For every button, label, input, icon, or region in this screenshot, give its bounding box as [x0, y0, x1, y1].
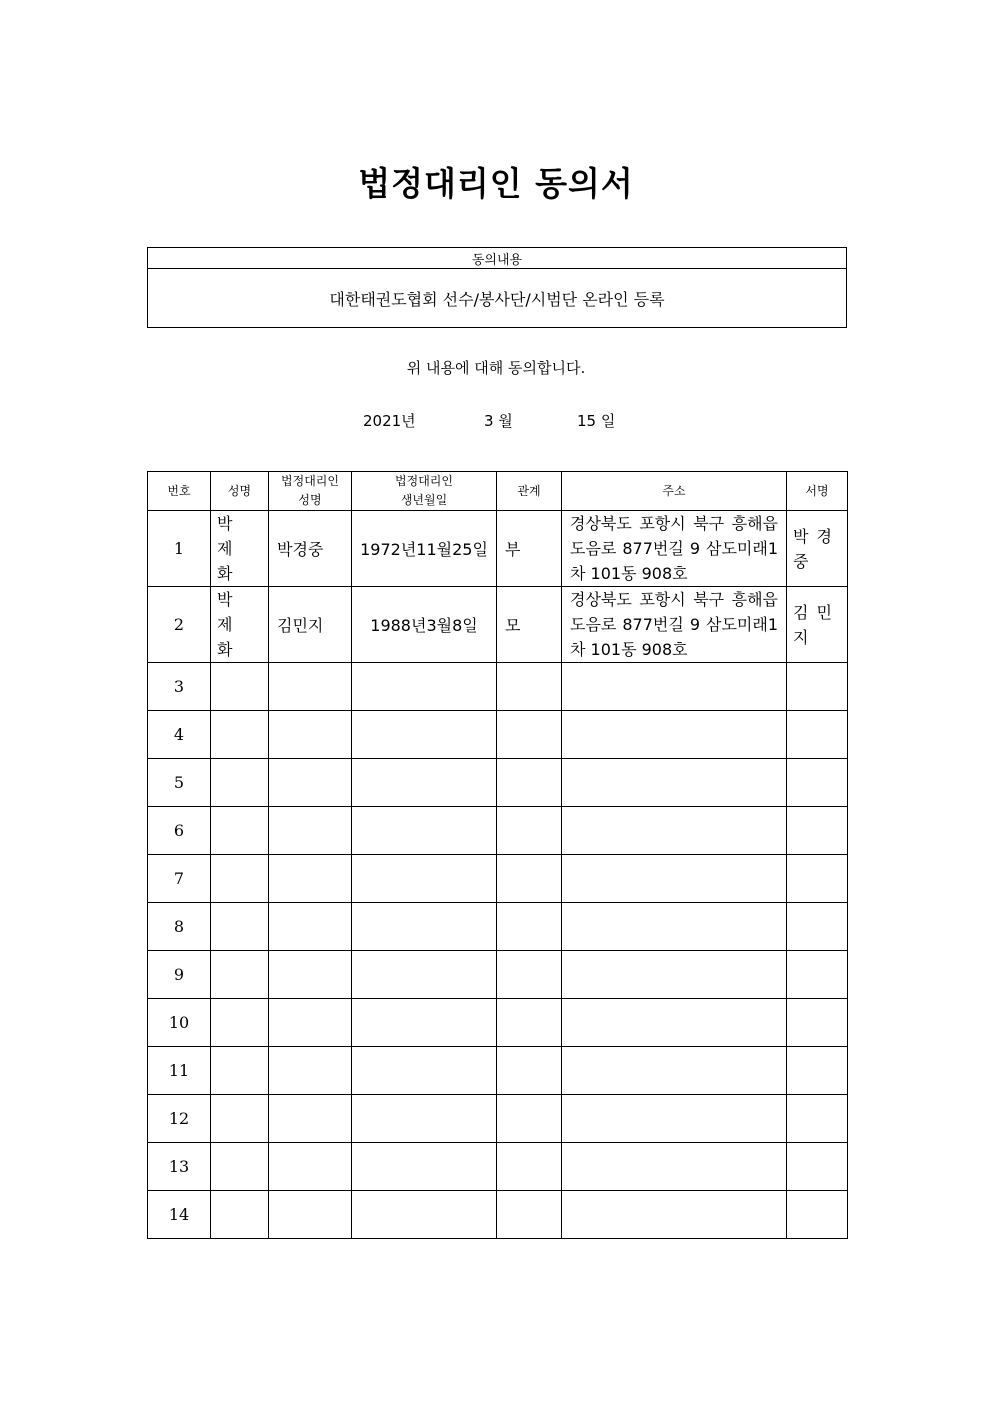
table-row [148, 807, 848, 855]
table-header-row [148, 472, 848, 511]
cell-signature [787, 1143, 848, 1191]
cell-rep-birth [352, 1047, 497, 1095]
table-row [148, 1143, 848, 1191]
cell-relation [497, 855, 562, 903]
header-num: 번호 [148, 472, 211, 511]
cell-rep-name: 김민지 [269, 587, 352, 663]
cell-relation [497, 759, 562, 807]
cell-rep-birth [352, 807, 497, 855]
cell-address [562, 951, 787, 999]
table-row [148, 1047, 848, 1095]
table-row [148, 1191, 848, 1239]
cell-name [211, 663, 269, 711]
header-rep-name-line2: 성명 [298, 493, 322, 507]
cell-num: 8 [148, 903, 211, 951]
cell-signature [787, 903, 848, 951]
cell-rep-birth [352, 903, 497, 951]
cell-rep-birth [352, 663, 497, 711]
cell-relation [497, 1095, 562, 1143]
cell-name [211, 1191, 269, 1239]
cell-rep-birth [352, 759, 497, 807]
header-rep-name [269, 472, 352, 511]
cell-rep-name [269, 1143, 352, 1191]
cell-rep-name [269, 1095, 352, 1143]
cell-rep-birth [352, 711, 497, 759]
agreement-text: 위 내용에 대해 동의합니다. [406, 359, 586, 377]
cell-name [211, 951, 269, 999]
cell-rep-birth [352, 1191, 497, 1239]
cell-rep-name [269, 663, 352, 711]
cell-address [562, 1191, 787, 1239]
cell-relation [497, 663, 562, 711]
date-month: 3 월 [484, 412, 513, 430]
cell-relation [497, 711, 562, 759]
table-row [148, 759, 848, 807]
cell-address [562, 759, 787, 807]
consent-box [147, 247, 847, 328]
cell-name [211, 759, 269, 807]
cell-rep-name [269, 1047, 352, 1095]
table-row [148, 711, 848, 759]
cell-num: 11 [148, 1047, 211, 1095]
registration-table [147, 471, 848, 1239]
cell-relation [497, 1191, 562, 1239]
cell-address [562, 855, 787, 903]
cell-name: 박제화 [211, 587, 269, 663]
cell-signature [787, 663, 848, 711]
table-row [148, 855, 848, 903]
cell-num: 9 [148, 951, 211, 999]
cell-relation: 부 [497, 511, 562, 587]
cell-relation [497, 951, 562, 999]
date-day: 15 일 [577, 412, 616, 430]
cell-rep-birth [352, 1143, 497, 1191]
cell-rep-birth [352, 999, 497, 1047]
cell-num: 3 [148, 663, 211, 711]
cell-num: 1 [148, 511, 211, 587]
cell-num: 5 [148, 759, 211, 807]
cell-num: 4 [148, 711, 211, 759]
cell-rep-name [269, 759, 352, 807]
cell-address [562, 711, 787, 759]
cell-signature [787, 1095, 848, 1143]
cell-rep-name [269, 903, 352, 951]
cell-rep-name: 박경중 [269, 511, 352, 587]
cell-signature [787, 759, 848, 807]
header-rep-birth-line1: 법정대리인 [395, 474, 453, 488]
cell-name [211, 999, 269, 1047]
cell-name [211, 1047, 269, 1095]
cell-address: 경상북도 포항시 북구 흥해읍 도음로 877번길 9 삼도미래1차 101동 908호 [562, 587, 787, 663]
cell-address [562, 999, 787, 1047]
header-rep-birth [352, 472, 497, 511]
table-row [148, 663, 848, 711]
header-name: 성명 [211, 472, 269, 511]
cell-relation [497, 807, 562, 855]
cell-name [211, 855, 269, 903]
header-rep-birth-line2: 생년월일 [400, 493, 448, 507]
cell-signature [787, 807, 848, 855]
header-signature: 서명 [787, 472, 848, 511]
cell-rep-name [269, 999, 352, 1047]
header-address: 주소 [562, 472, 787, 511]
table-row [148, 1095, 848, 1143]
cell-address [562, 1047, 787, 1095]
cell-num: 2 [148, 587, 211, 663]
cell-relation [497, 903, 562, 951]
cell-address [562, 807, 787, 855]
cell-rep-birth [352, 951, 497, 999]
cell-num: 12 [148, 1095, 211, 1143]
cell-address [562, 1095, 787, 1143]
date-year: 2021년 [363, 412, 416, 430]
cell-signature [787, 711, 848, 759]
consent-content: 대한태권도협회 선수/봉사단/시범단 온라인 등록 [148, 269, 847, 328]
cell-relation [497, 999, 562, 1047]
cell-num: 13 [148, 1143, 211, 1191]
cell-address [562, 903, 787, 951]
cell-signature [787, 1047, 848, 1095]
cell-relation [497, 1047, 562, 1095]
cell-address [562, 663, 787, 711]
cell-num: 6 [148, 807, 211, 855]
table-row [148, 511, 848, 587]
cell-relation: 모 [497, 587, 562, 663]
cell-signature [787, 951, 848, 999]
cell-name: 박제화 [211, 511, 269, 587]
cell-signature [787, 855, 848, 903]
table-row [148, 903, 848, 951]
cell-num: 14 [148, 1191, 211, 1239]
cell-rep-name [269, 951, 352, 999]
header-relation: 관계 [497, 472, 562, 511]
cell-rep-birth [352, 1095, 497, 1143]
document-title: 법정대리인 동의서 [358, 164, 634, 203]
cell-address: 경상북도 포항시 북구 흥해읍 도음로 877번길 9 삼도미래1차 101동 908호 [562, 511, 787, 587]
cell-signature [787, 1191, 848, 1239]
table-row [148, 999, 848, 1047]
header-rep-name-line1: 법정대리인 [281, 474, 339, 488]
cell-rep-name [269, 1191, 352, 1239]
cell-signature: 박경중 [787, 511, 848, 587]
cell-num: 10 [148, 999, 211, 1047]
cell-name [211, 1143, 269, 1191]
cell-name [211, 1095, 269, 1143]
cell-signature: 김민지 [787, 587, 848, 663]
cell-name [211, 711, 269, 759]
cell-name [211, 903, 269, 951]
cell-rep-birth [352, 855, 497, 903]
table-row [148, 951, 848, 999]
cell-address [562, 1143, 787, 1191]
cell-rep-name [269, 711, 352, 759]
cell-rep-birth: 1972년11월25일 [352, 511, 497, 587]
cell-rep-name [269, 855, 352, 903]
cell-rep-name [269, 807, 352, 855]
consent-header: 동의내용 [148, 248, 847, 269]
cell-rep-birth: 1988년3월8일 [352, 587, 497, 663]
cell-num: 7 [148, 855, 211, 903]
cell-name [211, 807, 269, 855]
table-row [148, 587, 848, 663]
cell-signature [787, 999, 848, 1047]
cell-relation [497, 1143, 562, 1191]
